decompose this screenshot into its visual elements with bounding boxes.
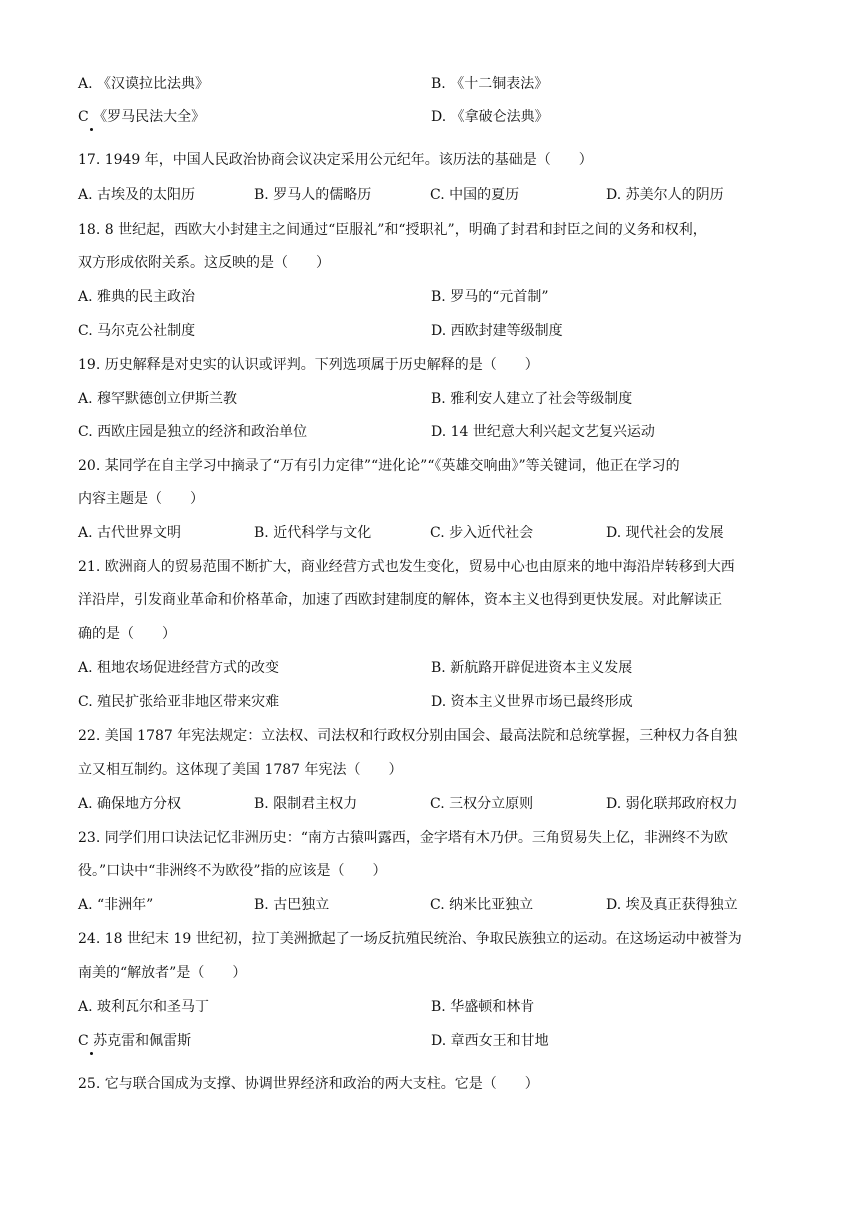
q20-option-c: C. 步入近代社会 [430,525,534,541]
q21-option-d: D. 资本主义世界市场已最终形成 [431,694,633,710]
q16-option-b: B. 《十二铜表法》 [431,76,549,92]
q23-option-d: D. 埃及真正获得独立 [606,897,738,913]
q19-option-c: C. 西欧庄园是独立的经济和政治单位 [78,424,308,440]
q22-option-b: B. 限制君主权力 [254,796,358,812]
q24-option-b: B. 华盛顿和林肯 [431,999,535,1015]
q22-option-a: A. 确保地方分权 [78,796,182,812]
q20-option-a: A. 古代世界文明 [78,525,182,541]
q19-stem: 19. 历史解释是对史实的认识或评判。下列选项属于历史解释的是（ ） [78,357,539,373]
q18-option-a: A. 雅典的民主政治 [78,289,196,305]
q20-stem-line1: 20. 某同学在自主学习中摘录了“万有引力定律”“进化论”“《英雄交响曲》”等关键词，他正在学习的 [78,458,680,474]
q19-option-a: A. 穆罕默德创立伊斯兰教 [78,391,238,407]
q18-stem-line1: 18. 8 世纪起，西欧大小封建主之间通过“臣服礼”和“授职礼”，明确了封君和封臣之间的义务和权利， [78,222,707,238]
q25-stem: 25. 它与联合国成为支撑、协调世界经济和政治的两大支柱。它是（ ） [78,1076,539,1092]
q21-option-a: A. 租地农场促进经营方式的改变 [78,660,280,676]
q24-option-a: A. 玻利瓦尔和圣马丁 [78,999,210,1015]
q23-option-a: A. “非洲年” [78,897,154,913]
q19-option-b: B. 雅利安人建立了社会等级制度 [431,391,633,407]
q24-option-d: D. 章西女王和甘地 [431,1033,549,1049]
q18-option-b: B. 罗马的“元首制” [431,289,549,305]
q23-stem-line1: 23. 同学们用口诀法记忆非洲历史：“南方古猿叫露西，金字塔有木乃伊。三角贸易失上亿，非洲终不为欧 [78,830,728,846]
q17-option-d: D. 苏美尔人的阴历 [606,187,724,203]
q22-option-d: D. 弱化联邦政府权力 [606,796,738,812]
q22-stem-line1: 22. 美国 1787 年宪法规定：立法权、司法权和行政权分别由国会、最高法院和总统掌握，三种权力各自独 [78,728,738,744]
q21-option-c: C. 殖民扩张给亚非地区带来灾难 [78,694,280,710]
q23-option-b: B. 古巴独立 [254,897,330,913]
q23-stem-line2: 役。”口诀中“非洲终不为欧役”指的应该是（ ） [78,863,387,879]
q23-option-c: C. 纳米比亚独立 [430,897,534,913]
q18-option-d: D. 西欧封建等级制度 [431,323,563,339]
q19-option-d: D. 14 世纪意大利兴起文艺复兴运动 [431,424,655,440]
q21-stem-line2: 洋沿岸，引发商业革命和价格革命，加速了西欧封建制度的解体，资本主义也得到更快发展。对此解读正 [78,592,722,608]
q22-option-c: C. 三权分立原则 [430,796,534,812]
q24-stem-line2: 南美的“解放者”是（ ） [78,965,247,981]
q21-stem-line3: 确的是（ ） [78,626,176,642]
q16-option-d: D. 《拿破仑法典》 [431,109,549,125]
q18-option-c: C. 马尔克公社制度 [78,323,196,339]
q17-option-c: C. 中国的夏历 [430,187,520,203]
q17-option-a: A. 古埃及的太阳历 [78,187,196,203]
q20-stem-line2: 内容主题是（ ） [78,491,204,507]
emphasis-dot [90,128,93,131]
q16-option-c: C 《罗马民法大全》 [78,109,206,125]
q21-stem-line1: 21. 欧洲商人的贸易范围不断扩大，商业经营方式也发生变化，贸易中心也由原来的地中海沿岸转移到大西 [78,559,735,575]
q20-option-b: B. 近代科学与文化 [254,525,372,541]
q24-stem-line1: 24. 18 世纪末 19 世纪初，拉丁美洲掀起了一场反抗殖民统治、争取民族独立的运动。在这场运动中被誉为 [78,931,742,947]
q21-option-b: B. 新航路开辟促进资本主义发展 [431,660,633,676]
emphasis-dot [90,1052,93,1055]
q16-option-a: A. 《汉谟拉比法典》 [78,76,210,92]
q24-option-c: C 苏克雷和佩雷斯 [78,1033,192,1049]
q20-option-d: D. 现代社会的发展 [606,525,724,541]
q17-option-b: B. 罗马人的儒略历 [254,187,372,203]
q18-stem-line2: 双方形成依附关系。这反映的是（ ） [78,255,330,271]
q22-stem-line2: 立又相互制约。这体现了美国 1787 年宪法（ ） [78,762,403,778]
q17-stem: 17. 1949 年，中国人民政治协商会议决定采用公元纪年。该历法的基础是（ ） [78,152,593,168]
